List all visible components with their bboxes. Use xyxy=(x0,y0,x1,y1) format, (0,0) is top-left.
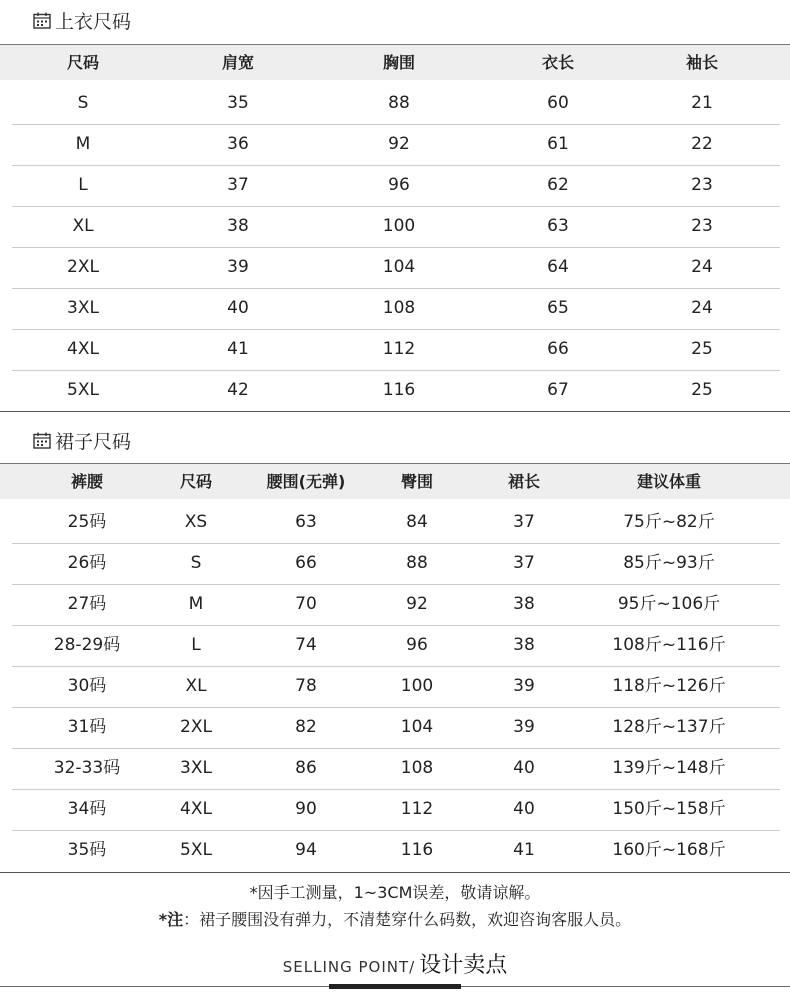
column-header: 裙长 xyxy=(507,472,541,491)
table-cell: 60 xyxy=(547,93,569,113)
table-cell: 38 xyxy=(513,635,535,655)
table-cell: 95斤~106斤 xyxy=(617,594,721,614)
table-cell: 139斤~148斤 xyxy=(612,758,726,778)
table-cell: 22 xyxy=(691,134,713,154)
section-divider xyxy=(0,872,790,873)
table-cell: 38 xyxy=(227,216,249,236)
table-cell: 66 xyxy=(295,553,317,573)
table-row xyxy=(12,666,780,708)
table-cell: M xyxy=(75,134,91,154)
skirt-size-title xyxy=(33,425,131,455)
table-cell: L xyxy=(191,635,201,655)
table-cell: 24 xyxy=(691,257,713,277)
table-cell: 92 xyxy=(388,134,410,154)
table-cell: 104 xyxy=(382,257,416,277)
table-row xyxy=(12,830,780,871)
table-cell: 31码 xyxy=(67,717,107,737)
table-cell: 65 xyxy=(547,298,569,318)
table-cell: 78 xyxy=(295,676,317,696)
selling-point-en: SELLING POINT/ xyxy=(282,958,416,976)
column-header: 腰围(无弹) xyxy=(266,472,346,491)
table-cell: 74 xyxy=(295,635,317,655)
table-cell: 40 xyxy=(513,799,535,819)
table-cell: S xyxy=(77,93,89,113)
table-cell: 75斤~82斤 xyxy=(623,512,715,532)
table-row xyxy=(12,625,780,667)
table-row xyxy=(12,329,780,371)
table-cell: 4XL xyxy=(67,339,99,359)
table-row xyxy=(12,748,780,790)
table-cell: 37 xyxy=(513,553,535,573)
column-header: 袖长 xyxy=(685,53,719,72)
table-cell: 27码 xyxy=(67,594,107,614)
section-divider xyxy=(0,411,790,412)
table-row xyxy=(12,247,780,289)
table-cell: 96 xyxy=(406,635,428,655)
table-cell: 92 xyxy=(406,594,428,614)
table-cell: 24 xyxy=(691,298,713,318)
table-cell: 160斤~168斤 xyxy=(612,840,726,860)
note-prefix: *注 xyxy=(158,910,184,929)
table-cell: 28-29码 xyxy=(53,635,121,655)
table-cell: 150斤~158斤 xyxy=(612,799,726,819)
table-cell: 26码 xyxy=(67,553,107,573)
table-cell: 25 xyxy=(691,380,713,400)
table-cell: 116 xyxy=(382,380,416,400)
table-cell: 25 xyxy=(691,339,713,359)
table-cell: 36 xyxy=(227,134,249,154)
table-cell: XL xyxy=(185,676,207,696)
table-cell: 25码 xyxy=(67,512,107,532)
top-table-header xyxy=(0,44,790,80)
table-cell: 63 xyxy=(547,216,569,236)
table-row xyxy=(12,83,780,125)
measurement-note: *因手工测量，1~3CM误差，敬请谅解。 xyxy=(249,883,541,902)
table-cell: 82 xyxy=(295,717,317,737)
table-cell: 118斤~126斤 xyxy=(612,676,726,696)
column-header: 胸围 xyxy=(382,53,416,72)
table-cell: 112 xyxy=(382,339,416,359)
table-cell: 30码 xyxy=(67,676,107,696)
table-cell: 23 xyxy=(691,216,713,236)
note-body: ：裙子腰围没有弹力，不清楚穿什么码数，欢迎咨询客服人员。 xyxy=(183,910,632,929)
table-cell: 38 xyxy=(513,594,535,614)
table-cell: XL xyxy=(72,216,94,236)
table-cell: 88 xyxy=(388,93,410,113)
table-cell: 112 xyxy=(400,799,434,819)
table-cell: 108斤~116斤 xyxy=(612,635,726,655)
top-size-title xyxy=(33,5,131,35)
table-cell: 41 xyxy=(227,339,249,359)
calendar-icon xyxy=(33,432,51,449)
table-cell: 35 xyxy=(227,93,249,113)
column-header: 尺码 xyxy=(179,472,213,491)
calendar-icon xyxy=(33,12,51,29)
table-row xyxy=(12,206,780,248)
table-cell: 108 xyxy=(400,758,434,778)
table-row xyxy=(12,165,780,207)
table-cell: 5XL xyxy=(180,840,212,860)
table-row xyxy=(12,502,780,544)
table-cell: XS xyxy=(184,512,208,532)
table-cell: 104 xyxy=(400,717,434,737)
selling-point-heading xyxy=(0,948,790,980)
table-cell: S xyxy=(190,553,202,573)
table-cell: M xyxy=(188,594,204,614)
table-cell: 116 xyxy=(400,840,434,860)
top-size-title-text: 上衣尺码 xyxy=(55,10,132,33)
table-row xyxy=(12,124,780,166)
table-cell: 3XL xyxy=(67,298,99,318)
table-cell: 39 xyxy=(513,717,535,737)
table-row xyxy=(12,707,780,749)
table-cell: 40 xyxy=(513,758,535,778)
table-row xyxy=(12,543,780,585)
table-cell: 94 xyxy=(295,840,317,860)
column-header: 臀围 xyxy=(400,472,434,491)
skirt-table-header xyxy=(0,463,790,499)
table-cell: 2XL xyxy=(67,257,99,277)
table-cell: L xyxy=(78,175,88,195)
selling-point-zh: 设计卖点 xyxy=(419,953,508,978)
table-cell: 67 xyxy=(547,380,569,400)
table-row xyxy=(12,584,780,626)
table-row xyxy=(12,370,780,411)
table-row xyxy=(12,288,780,330)
table-cell: 86 xyxy=(295,758,317,778)
table-row xyxy=(12,789,780,831)
footer-accent-bar xyxy=(329,984,461,989)
table-cell: 39 xyxy=(227,257,249,277)
skirt-waist-note xyxy=(0,907,790,930)
table-cell: 23 xyxy=(691,175,713,195)
table-cell: 39 xyxy=(513,676,535,696)
table-cell: 3XL xyxy=(180,758,212,778)
table-cell: 70 xyxy=(295,594,317,614)
skirt-size-title-text: 裙子尺码 xyxy=(55,430,132,453)
table-cell: 5XL xyxy=(67,380,99,400)
table-cell: 88 xyxy=(406,553,428,573)
table-cell: 34码 xyxy=(67,799,107,819)
table-cell: 96 xyxy=(388,175,410,195)
table-cell: 4XL xyxy=(180,799,212,819)
column-header: 裤腰 xyxy=(70,472,104,491)
column-header: 肩宽 xyxy=(221,53,255,72)
table-cell: 35码 xyxy=(67,840,107,860)
table-cell: 85斤~93斤 xyxy=(623,553,715,573)
table-cell: 42 xyxy=(227,380,249,400)
table-cell: 61 xyxy=(547,134,569,154)
table-cell: 40 xyxy=(227,298,249,318)
table-cell: 128斤~137斤 xyxy=(612,717,726,737)
table-cell: 108 xyxy=(382,298,416,318)
column-header: 尺码 xyxy=(66,53,100,72)
table-cell: 41 xyxy=(513,840,535,860)
table-cell: 63 xyxy=(295,512,317,532)
table-cell: 100 xyxy=(400,676,434,696)
table-cell: 37 xyxy=(513,512,535,532)
table-cell: 100 xyxy=(382,216,416,236)
table-cell: 66 xyxy=(547,339,569,359)
column-header: 建议体重 xyxy=(636,472,702,491)
table-cell: 62 xyxy=(547,175,569,195)
table-cell: 32-33码 xyxy=(53,758,121,778)
table-cell: 2XL xyxy=(180,717,212,737)
table-cell: 64 xyxy=(547,257,569,277)
table-cell: 37 xyxy=(227,175,249,195)
table-cell: 21 xyxy=(691,93,713,113)
table-cell: 84 xyxy=(406,512,428,532)
column-header: 衣长 xyxy=(541,53,575,72)
table-cell: 90 xyxy=(295,799,317,819)
